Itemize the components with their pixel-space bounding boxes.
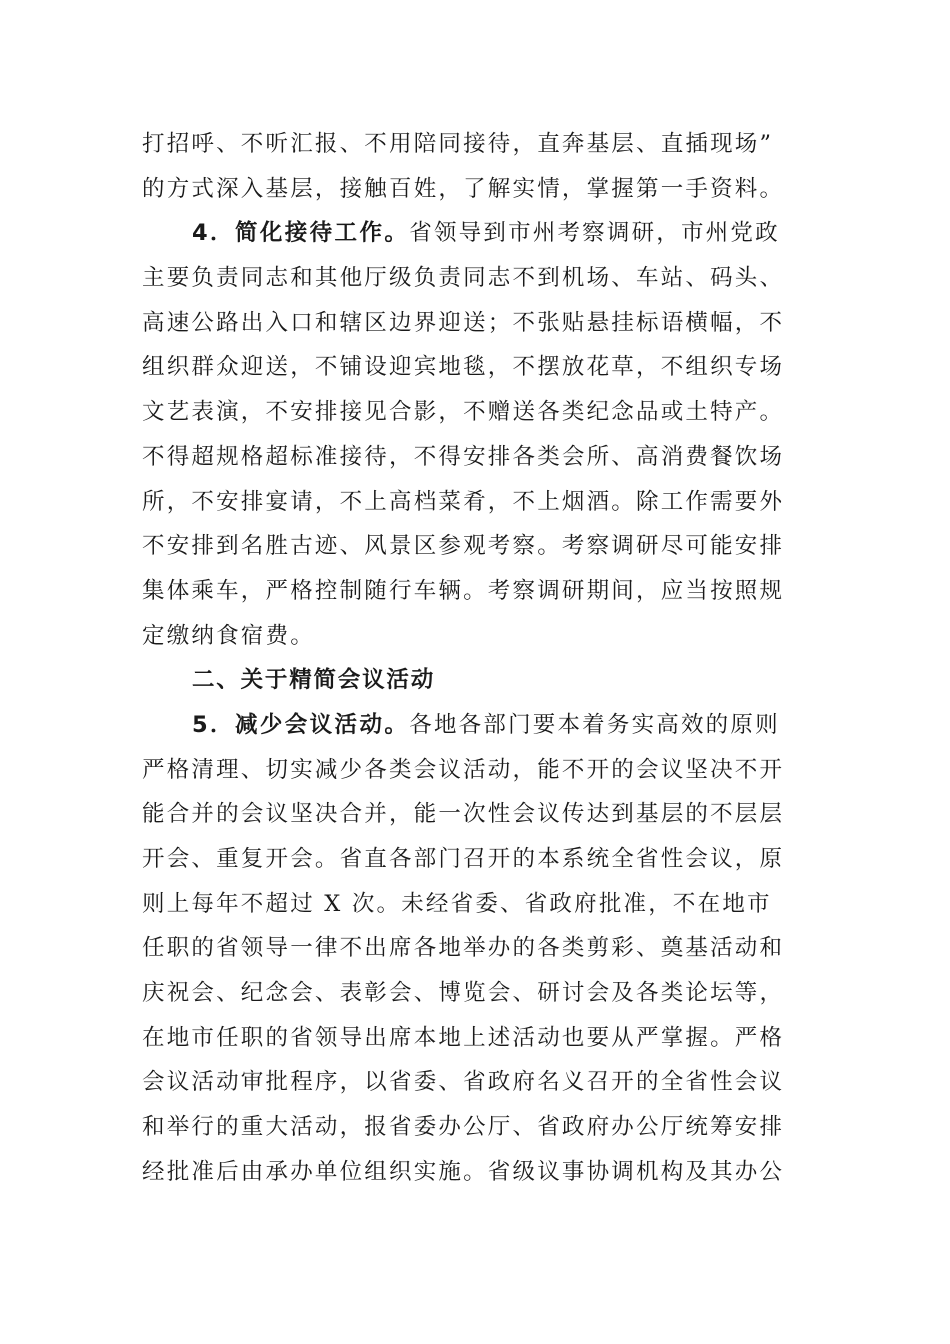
body-text-line: 定缴纳食宿费。	[142, 622, 315, 649]
body-text-line: 所，不安排宴请，不上高档菜肴，不上烟酒。除工作需要外	[142, 488, 785, 515]
body-text-line: 经批准后由承办单位组织实施。省级议事协调机构及其办公	[142, 1158, 785, 1185]
body-text-line: 庆祝会、纪念会、表彰会、博览会、研讨会及各类论坛等，	[142, 980, 785, 1007]
body-text-line: 严格清理、切实减少各类会议活动，能不开的会议坚决不开	[142, 756, 785, 783]
body-text-line: 集体乘车，严格控制随行车辆。考察调研期间，应当按照规	[142, 577, 785, 604]
body-text-line: 打招呼、不听汇报、不用陪同接待，直奔基层、直插现场”	[142, 131, 774, 157]
body-text: 省领导到市州考察调研，市州党政	[409, 220, 780, 247]
body-text-line: 不安排到名胜古迹、风景区参观考察。考察调研尽可能安排	[142, 533, 785, 560]
body-text: 各地各部门要本着务实高效的原则	[409, 711, 780, 738]
item-title-simplify-reception: 4．简化接待工作。	[192, 220, 410, 247]
body-text-line: 会议活动审批程序，以省委、省政府名义召开的全省性会议	[142, 1069, 785, 1096]
body-text-line: 的方式深入基层，接触百姓，了解实情，掌握第一手资料。	[142, 175, 785, 202]
body-text-line: 在地市任职的省领导出席本地上述活动也要从严掌握。严格	[142, 1024, 785, 1051]
body-text-line: 组织群众迎送，不铺设迎宾地毯，不摆放花草，不组织专场	[142, 354, 785, 381]
body-text-line: 任职的省领导一律不出席各地举办的各类剪彩、奠基活动和	[142, 935, 785, 962]
body-text-line: 开会、重复开会。省直各部门召开的本系统全省性会议，原	[142, 846, 785, 872]
body-text-line: 和举行的重大活动，报省委办公厅、省政府办公厅统筹安排	[142, 1114, 785, 1141]
body-text-line: 高速公路出入口和辖区边界迎送；不张贴悬挂标语横幅，不	[142, 309, 785, 336]
section-heading: 二、关于精简会议活动	[192, 667, 436, 694]
body-text-line: 主要负责同志和其他厅级负责同志不到机场、车站、码头、	[142, 265, 785, 292]
paragraph-first-line	[142, 211, 810, 256]
body-text-line: 文艺表演，不安排接见合影，不赠送各类纪念品或土特产。	[142, 399, 785, 426]
body-text-line: 不得超规格超标准接待，不得安排各类会所、高消费餐饮场	[142, 443, 785, 470]
body-text-line: 能合并的会议坚决合并，能一次性会议传达到基层的不层层	[142, 801, 785, 828]
document-body	[142, 122, 810, 1195]
paragraph-first-line	[142, 703, 810, 748]
item-title-reduce-meetings: 5．减少会议活动。	[192, 711, 410, 738]
body-text-line: 则上每年不超过 X 次。未经省委、省政府批准，不在地市	[142, 890, 772, 917]
